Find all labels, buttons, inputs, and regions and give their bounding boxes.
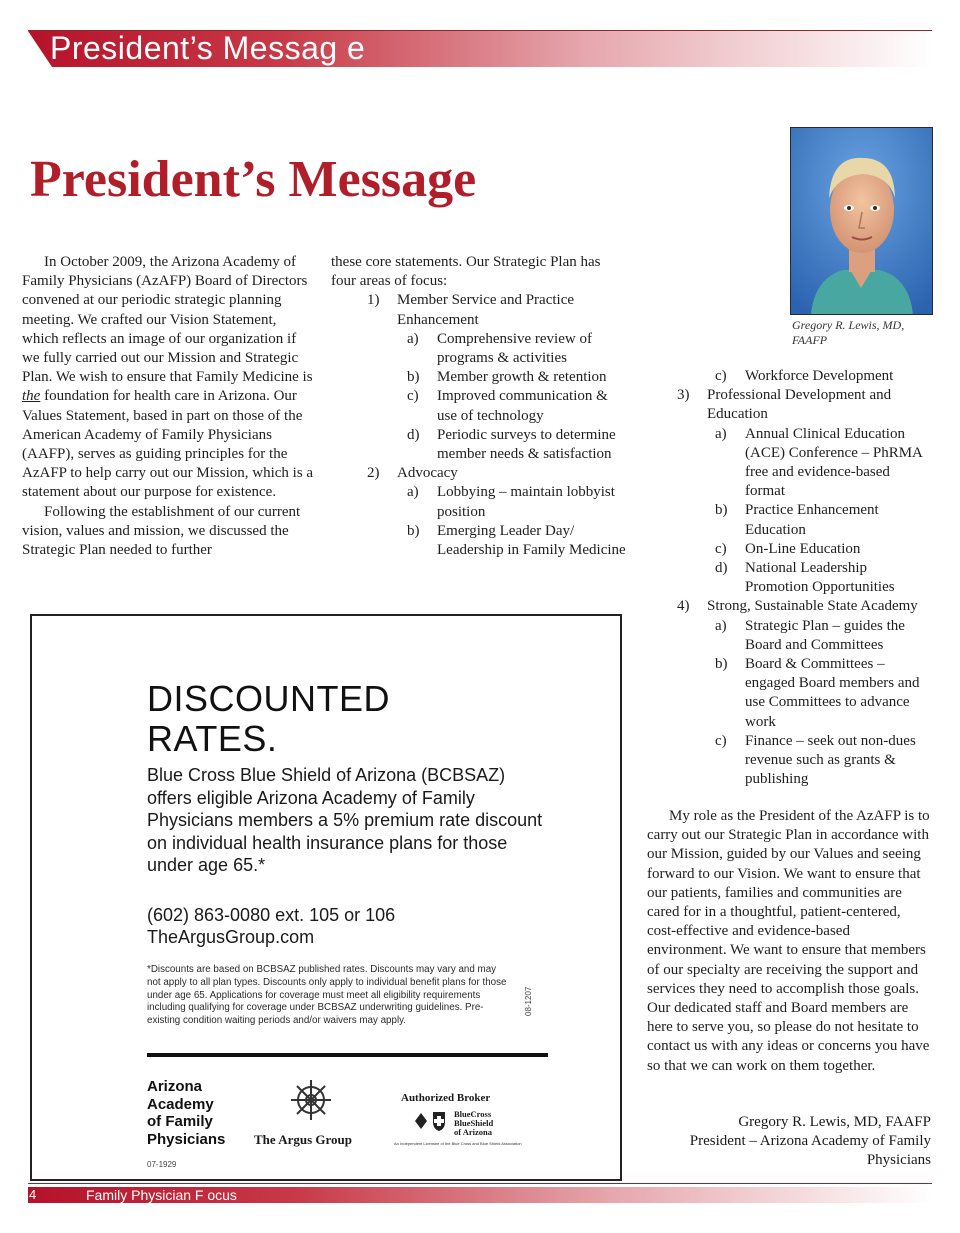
bcbs-name: BlueCross BlueShield of Arizona: [454, 1109, 494, 1137]
bcbs-logo-icon: [413, 1109, 449, 1133]
portrait-image: [791, 128, 932, 314]
list-item: a) Comprehensive review of programs & activities: [407, 330, 592, 367]
publication-name: Family Physician F ocus: [86, 1187, 237, 1203]
footer-rule: [28, 1183, 932, 1184]
argus-group-logo: The Argus Group: [254, 1132, 353, 1147]
list-item: d) Periodic surveys to determine member needs & satisfaction: [407, 426, 616, 463]
list-item: a) Lobbying – maintain lobbyist position: [407, 484, 615, 520]
authorized-broker: Authorized Broker: [401, 1092, 491, 1104]
ad-divider: [147, 1053, 548, 1057]
list-item: a) Annual Clinical Education (ACE) Conference – PhRMA free and evidence-based format: [715, 425, 923, 500]
list-item: c) On-Line Education: [715, 540, 861, 557]
ad-fine-print: *Discounts are based on BCBSAZ published rates. Discounts may vary and may not apply to all plan types. Discounts only apply to individual benefit plans for those under age 65. Applications for coverage must meet all eligibility requirements including qualifying for coverage under BCBSAZ underwriting guidelines. Pre-existing condition waiting periods and/or waivers may apply.: [147, 964, 507, 1027]
ad-body: Blue Cross Blue Shield of Arizona (BCBSAZ) offers eligible Arizona Academy of Family Physicians members a 5% premium rate discount on individual health insurance plans for those under age 65.*: [147, 765, 543, 875]
list-item: 1) Member Service and Practice Enhancement: [367, 292, 575, 328]
photo-caption: Gregory R. Lewis, MD, FAAFP: [792, 318, 905, 347]
page-title: President’s Message: [30, 151, 477, 208]
list-item: d) National Leadership Promotion Opportunities: [715, 560, 895, 596]
ad-side-code: 08-1207: [524, 986, 533, 1016]
paragraph: these core statements. Our Strategic Plan has four areas of focus:: [331, 254, 601, 290]
list-item: c) Finance – seek out non-dues revenue such as grants & publishing: [715, 732, 916, 788]
list-item: b) Emerging Leader Day/ Leadership in Family Medicine: [407, 522, 626, 559]
list-item: b) Member growth & retention: [407, 369, 607, 386]
author-photo: [790, 127, 933, 315]
page-number: 4: [29, 1187, 37, 1202]
column-2: [331, 253, 627, 560]
list-item: b) Practice Enhancement Education: [715, 502, 879, 538]
list-item: 2) Advocacy: [367, 465, 458, 482]
ad-phone: (602) 863-0080 ext. 105 or 106: [147, 905, 396, 925]
list-item: a) Strategic Plan – guides the Board and Committees: [715, 617, 905, 653]
column-1: [22, 253, 314, 560]
independent-licensee: An Independent Licensee of the Blue Cross and Blue Shield Association: [394, 1141, 522, 1146]
aafp-logo: Arizona Academy of Family Physicians: [147, 1078, 226, 1148]
list-item: 4) Strong, Sustainable State Academy: [677, 598, 918, 615]
closing-paragraph: My role as the President of the AzAFP is to carry out our Strategic Plan in accordance with our Mission, guided by our Values and seeing forward to our Vision. We want to ensure that our patients, families and communities are cared for in a thoughtful, patient-centered, cost-effective and evidence-based environment. We want to ensure that members of our specialty are receiving the support and services they need to accomplish those goals. Our dedicated staff and Board members are here to serve you, so please do not hesitate to contact us with any ideas or concerns you have so that we can work on them together.: [647, 808, 930, 1074]
paragraph: In October 2009, the Arizona Academy of Family Physicians (AzAFP) Board of Directors convened at our periodic strategic planning meeting. We crafted our Vision Statement, which reflects an image of our organization if we fully carried out our Mission and Strategic Plan. We wish to ensure that Family Medicine is the foundation for health care in Arizona. Our Values Statement, based in part on those of the American Academy of Family Physicians (AAFP), serves as guiding principles for the AzAFP to help carry out our Mission, which is a statement about our purpose for existence.: [22, 254, 314, 501]
paragraph: Following the establishment of our current vision, values and mission, we discussed the Strategic Plan needed to further: [22, 503, 301, 559]
ad-website: TheArgusGroup.com: [147, 927, 315, 947]
list-item: b) Board & Committees – engaged Board members and use Committees to advance work: [715, 656, 920, 730]
list-item: c) Improved communication & use of technology: [407, 388, 608, 424]
section-header: President’s Messag e: [50, 30, 366, 66]
list-item: 3) Professional Development and Education: [677, 387, 892, 423]
ad-headline: DISCOUNTED RATES.: [147, 678, 391, 759]
list-item: c) Workforce Development: [715, 368, 894, 384]
advertisement: [30, 614, 622, 1181]
argus-wheel-icon: [289, 1078, 333, 1122]
signature: Gregory R. Lewis, MD, FAAFP President – Arizona Academy of Family Physicians: [689, 1114, 931, 1169]
ad-code: 07-1929: [147, 1160, 177, 1169]
column-3: [647, 367, 931, 789]
